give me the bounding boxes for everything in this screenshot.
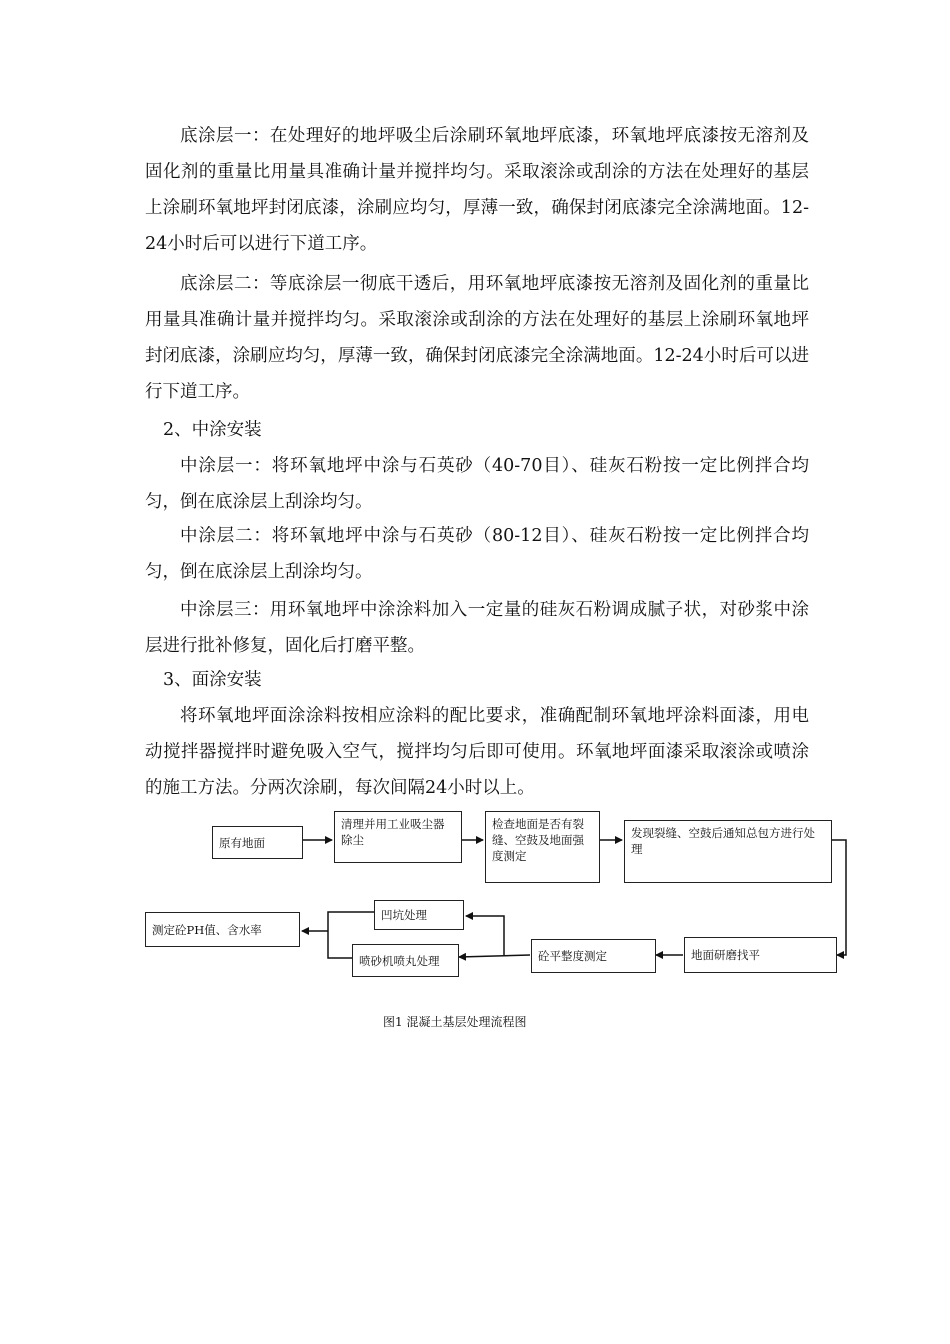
heading-top-coat: 3、面涂安装	[163, 670, 262, 690]
arrow-b6-b7	[466, 916, 504, 955]
flow-box-inspect-floor: 检查地面是否有裂缝、空鼓及地面强度测定	[485, 811, 600, 883]
flow-box-ph-moisture: 测定砼PH值、含水率	[145, 912, 300, 947]
paragraph-top-coat: 将环氧地坪面涂涂料按相应涂料的配比要求，准确配制环氧地坪涂料面漆，用电动搅拌器搅拌时避免吸入空气，搅拌均匀后即可使用。环氧地坪面漆采取滚涂或喷涂的施工方法。分两次涂刷，每次间隔24小时以上。	[145, 706, 809, 798]
paragraph-base-coat-2: 底涂层二：等底涂层一彻底干透后，用环氧地坪底漆按无溶剂及固化剂的重量比用量具准确计量并搅拌均匀。采取滚涂或刮涂的方法在处理好的基层上涂刷环氧地坪封闭底漆，涂刷应均匀，厚薄一致，确保封闭底漆完全涂满地面。12-24小时后可以进行下道工序。	[145, 274, 809, 402]
flow-box-flatness-test: 砼平整度测定	[531, 939, 656, 973]
paragraph-mid-coat-1: 中涂层一：将环氧地坪中涂与石英砂（40-70目）、硅灰石粉按一定比例拌合均匀，倒在底涂层上刮涂均匀。	[145, 456, 809, 512]
flow-box-pit-repair: 凹坑处理	[374, 900, 464, 930]
paragraph-mid-coat-3: 中涂层三：用环氧地坪中涂涂料加入一定量的硅灰石粉调成腻子状，对砂浆中涂层进行批补修复，固化后打磨平整。	[145, 600, 809, 656]
heading-mid-coat: 2、中涂安装	[163, 420, 262, 440]
flow-box-shot-blast: 喷砂机喷丸处理	[352, 944, 459, 977]
flow-box-original-floor: 原有地面	[212, 826, 303, 859]
flow-box-clean-vacuum: 清理并用工业吸尘器除尘	[334, 811, 462, 863]
flow-box-notify-contractor: 发现裂缝、空鼓后通知总包方进行处理	[624, 820, 832, 883]
paragraph-mid-coat-2: 中涂层二：将环氧地坪中涂与石英砂（80-12目）、硅灰石粉按一定比例拌合均匀，倒在底涂层上刮涂均匀。	[145, 526, 809, 582]
figure-caption: 图1 混凝土基层处理流程图	[383, 1015, 527, 1029]
flow-box-grind-level: 地面研磨找平	[684, 937, 837, 973]
paragraph-base-coat-1: 底涂层一：在处理好的地坪吸尘后涂刷环氧地坪底漆，环氧地坪底漆按无溶剂及固化剂的重量比用量具准确计量并搅拌均匀。采取滚涂或刮涂的方法在处理好的基层上涂刷环氧地坪封闭底漆，涂刷应均匀，厚薄一致，确保封闭底漆完全涂满地面。12-24小时后可以进行下道工序。	[145, 126, 809, 254]
arrow-b6-b8	[459, 955, 530, 957]
